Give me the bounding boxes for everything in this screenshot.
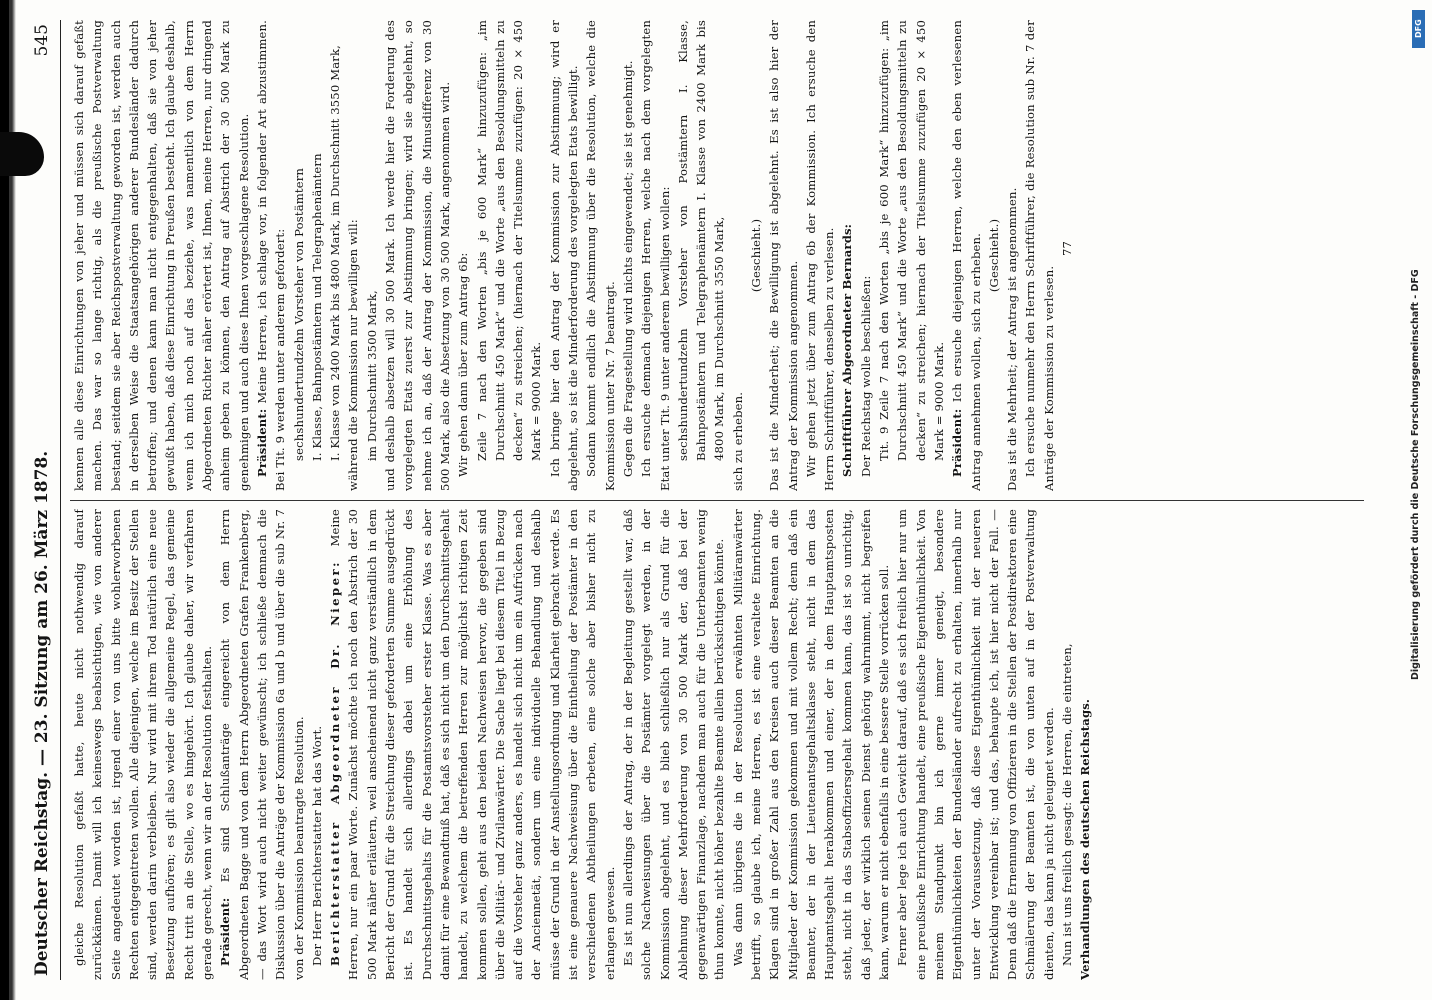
- paragraph: Es ist nun allerdings der Antrag, der in der Begleitung gestellt war, daß solche Nachweisungen über die Postämter vorgelegt werden, in der Kommission abgelehnt, und es blieb schließlich nur als Grund für die Ablehnung dieser Mehrforderung von 30 500 Mark der, daß bei der gegenwärtigen Finanzlage, nachdem man auch für die Unterbeamten wenig thun konnte, nicht höher bezahlte Beamte allein berücksichtigen könnte.: [620, 509, 727, 980]
- page-footer: Verhandlungen des deutschen Reichstags.: [1078, 698, 1093, 980]
- signature-number: 77: [1060, 240, 1075, 257]
- document-page: [24, 20, 1364, 980]
- quoted-item: sechshundertundzehn Vorsteher von Postämtern: [291, 167, 306, 461]
- dfg-logo: DFG: [1412, 10, 1425, 48]
- speaker-label: Berichterstatter Abgeordneter Dr. Nieper:: [328, 560, 343, 966]
- right-column: [70, 20, 1364, 491]
- paragraph: Präsident: Es sind Schlußanträge eingereicht von dem Herrn Abgeordneten Bagge und von dem Herrn Abgeordneten Grafen Frankenberg, — das Wort wird auch nicht weiter gewünscht; ich schließe demnach die Diskussion über die Anträge der Kommission 6a und b und über die sub Nr. 7 von der Kommission beantragte Resolution.: [218, 509, 306, 980]
- paragraph: während die Kommission nur bewilligen will:: [346, 219, 361, 491]
- paragraph: kennen alle diese Einrichtungen von jeher und müssen sich darauf gefaßt machen. Das war so lange richtig, als die preußische Postverwaltung bestand; seitdem sie aber Reichspostverwaltung geworden ist, werden auch in derselben Weise die Staatsangehörigen anderer Bundesländer dadurch betroffen; und denen kann man nicht entgegenhalten, daß sie von jeher gewußt haben, daß diese Einrichtung in Preußen besteht. Ich glaube deshalb, wenn ich mich noch auf das beziehe, was namentlich von dem Herrn Abgeordneten Richter näher erörtert ist, Ihnen, meine Herren, nur dringend anheim geben zu können, den Antrag auf Abstrich der 30 500 Mark zu genehmigen und auch diese Ihnen vorgeschlagene Resolution.: [72, 20, 251, 491]
- stage-direction: (Geschieht.): [986, 218, 1001, 293]
- text-columns: [70, 20, 1364, 980]
- quoted-item: im Durchschnitt 3500 Mark,: [364, 290, 379, 461]
- speaker-label: Präsident:: [950, 408, 965, 477]
- paragraph: und deshalb absetzen will 30 500 Mark. Ich werde hier die Forderung des vorgelegten Etats zuerst zur Abstimmung bringen; wird sie abgelehnt, so nehme ich an, daß der Antrag der Kommission, die Minusdifferenz von 30 500 Mark, also die Absetzung von 30 500 Mark, angenommen wird.: [383, 20, 452, 491]
- page-number: 545: [32, 24, 52, 57]
- paragraph: gleiche Resolution gefaßt hatte, heute nicht nothwendig darauf zurückkämen. Damit will ich keineswegs beabsichtigen, wie von anderer Seite angedeutet worden ist, irgend einer von uns bitte wohlerworbenen Rechten entgegentreten wollen. Alle diejenigen, welche im Besitz der Stellen sind, werden darin verbleiben. Nur wird mit ihrem Tod natürlich eine neue Besetzung aufhören; es gilt also wieder die allgemeine Regel, das gemeine Recht tritt an die Stelle, wo es hingehört. Ich glaube daher, wir verfahren gerade gerecht, wenn wir an der Resolution festhalten.: [72, 509, 215, 980]
- quoted-item: Zeile 7 nach den Worten „bis je 600 Mark“ hinzuzufügen: „im Durchschnitt 450 Mark“ und die Worte „aus den Besoldungsmitteln zu decken“ zu streichen; (hiernach der Titelsumme zuzufügen: 20 × 450 Mark = 9000 Mark.: [474, 20, 544, 461]
- paragraph: [838, 20, 856, 491]
- dfg-credit-strip: [1404, 0, 1432, 1000]
- paragraph: sich zu erheben.: [730, 391, 745, 491]
- paragraph: Ich ersuche demnach diejenigen Herren, welche nach dem vorgelegten Etat unter Tit. 9 unter anderem bewilligen wollen:: [639, 20, 672, 491]
- quoted-item: I. Klasse, Bahnpostämtern und Telegraphenämtern: [309, 153, 324, 461]
- quoted-item: Tit. 9 Zeile 7 nach den Worten „bis je 600 Mark“ hinzuzufügen: „im Durchschnitt 450 Mark“ und die Worte „aus den Besoldungsmitteln zu decken“ zu streichen; hiernach der Titelsumme zuzufügen 20 × 450 Mark = 9000 Mark.: [877, 20, 946, 461]
- dfg-credit-text: Digitalisierung gefördert durch die Deutsche Forschungsgemeinschaft - DFG: [1410, 269, 1421, 680]
- paragraph: Präsident: Ich ersuche diejenigen Herren, welche den eben verlesenen Antrag annehmen wollen, sich zu erheben.: [950, 20, 983, 491]
- paragraph: Nun ist uns freilich gesagt: die Herren, die eintreten,: [1060, 643, 1075, 966]
- speaker-label: Schriftführer Abgeordneter Bernards:: [840, 223, 855, 477]
- paragraph: Ferner aber lege ich auch Gewicht darauf, daß es sich freilich hier nur um eine preußische Einrichtung handelt, eine preußische Eigenthümlichkeit. Von meinem Standpunkt bin ich gerne immer geneigt, besondere Eigenthümlichkeiten der Bundesländer aufrecht zu erhalten, innerhalb nur unter der Voraussetzung, daß diese Eigenthümlichkeit mit der neueren Entwicklung vereinbar ist; und das, behaupte ich, ist hier nicht der Fall. — Denn daß die Ernennung von Offizieren in die Stellen der Postdirektoren eine Schmälerung der Beamten ist, die von unten auf in der Postverwaltung dienten, das kann ja nicht geleugnet werden.: [895, 509, 1056, 980]
- paragraph: Das ist die Mehrheit; der Antrag ist angenommen.: [1005, 187, 1020, 491]
- paragraph: Gegen die Fragestellung wird nichts eingewendet; sie ist genehmigt.: [620, 60, 635, 477]
- paragraph: Wir gehen jetzt über zum Antrag 6b der Kommission. Ich ersuche den Herrn Schriftführer, denselben zu verlesen.: [803, 20, 837, 491]
- paragraph: Das ist die Minderheit; die Bewilligung ist abgelehnt. Es ist also hier der Antrag der Kommission angenommen.: [767, 20, 800, 491]
- scan-mark: [2, 988, 4, 996]
- left-column: [70, 509, 1364, 980]
- running-title: Deutscher Reichstag. — 23. Sitzung am 26. März 1878.: [32, 450, 52, 976]
- stage-direction: (Geschieht.): [748, 218, 763, 293]
- paragraph: Der Herr Berichterstatter hat das Wort.: [309, 725, 324, 966]
- speaker-label: Präsident:: [254, 408, 269, 477]
- paragraph: Wir gehen dann über zum Antrag 6b:: [456, 252, 471, 477]
- page-header: [24, 20, 61, 980]
- quoted-item: sechshundertundzehn Vorsteher von Postämtern I. Klasse, Bahnpostämtern und Telegraphenämtern I. Klasse von 2400 Mark bis 4800 Mark, im Durchschnitt 3550 Mark,: [675, 20, 727, 461]
- paragraph: Präsident: Meine Herren, ich schlage vor, in folgender Art abzustimmen. Bei Tit. 9 werden unter anderem gefordert:: [254, 20, 288, 491]
- quoted-item: I. Klasse von 2400 Mark bis 4800 Mark, im Durchschnitt 3550 Mark,: [328, 45, 343, 461]
- paragraph: Ich ersuche nunmehr den Herrn Schriftführer, die Resolution sub Nr. 7 der Anträge der Kommission zu verlesen.: [1023, 20, 1056, 491]
- paragraph: Was dann übrigens die in der Resolution erwähnten Militäranwärter betrifft, so glaube ich, meine Herren, es ist eine veraltete Einrichtung. Klagen sind in großer Zahl aus den Kreisen auch dieser Beamten an die Mitglieder der Kommission gekommen und mit vollem Recht; denn daß ein Beamter, der in der Lieutenantsgehaltsklasse steht, nicht in dem das Hauptamtsgehalt herabkommen und einer, der in dem Hauptamtsposten steht, nicht in das Stabsoffiziersgehalt kommen kann, das ist so unrichtig, daß jeder, der wirklich seinen Dienst gehörig wahrnimmt, nicht begreifen kann, warum er nicht ebenfalls in eine bessere Stelle vorrücken soll.: [730, 509, 892, 980]
- paragraph: Der Reichstag wolle beschließen:: [858, 275, 873, 477]
- paragraph: Ich bringe hier den Antrag der Kommission zur Abstimmung; wird er abgelehnt, so ist die Minderforderung des vorgelegten Etats bewilligt.: [547, 20, 581, 491]
- paragraph: Berichterstatter Abgeordneter Dr. Nieper: Meine Herren, nur ein paar Worte. Zunächst möchte ich noch den Abstrich der 30 500 Mark näher erläutern, weil anscheinend nicht ganz verständlich in dem Bericht der Grund für die Streichung dieser geforderten Summe ausgedrückt ist. Es handelt sich allerdings dabei um eine Erhöhung des Durchschnittsgehalts für die Postamtsvorsteher erster Klasse. Was es aber damit für eine Bewandtniß hat, daß es sich nicht um den Durchschnittsgehalt handelt, zu welchem die betreffenden Herren zur möglichst richtigen Zeit kommen sollen, geht aus den beiden Nachweisen hervor, die gegeben sind über die Militär- und Zivilanwärter. Die Sache liegt bei diesem Titel in Bezug auf die Vorsteher ganz anders, es handelt sich nicht um ein Aufrücken nach der Anciennetät, sondern um eine individuelle Behandlung und deshalb müsse der Grund in der Anstellungsordnung und Klarheit gebracht werde. Es ist eine genauere Nachweisung über die Eintheilung der Postämter in den verschiedenen Abtheilungen erbeten, eine solche aber bisher nicht zu erlangen gewesen.: [328, 509, 617, 980]
- paragraph: Sodann kommt endlich die Abstimmung über die Resolution, welche die Kommission unter Nr. 7 beantragt.: [584, 20, 617, 491]
- speaker-label: Präsident:: [218, 897, 233, 966]
